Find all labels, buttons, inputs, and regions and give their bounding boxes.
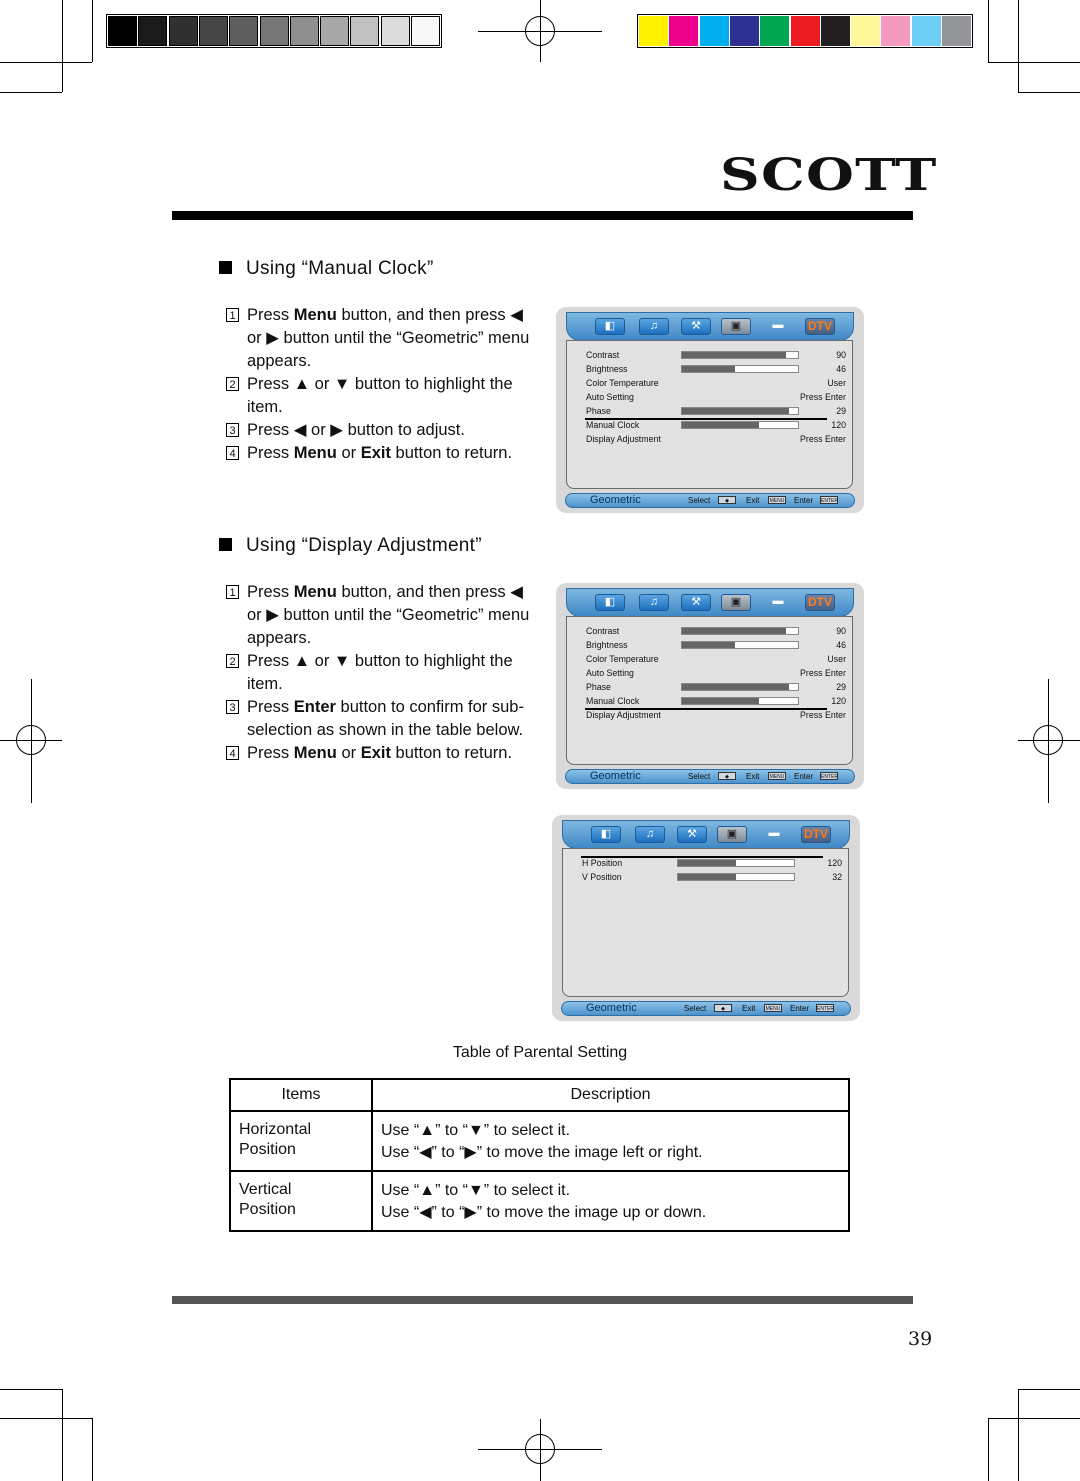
page-number: 39 bbox=[908, 1328, 933, 1350]
section-title-display-adjustment: Using “Display Adjustment” bbox=[219, 535, 482, 557]
header-items: Items bbox=[230, 1079, 372, 1111]
osd-screen bbox=[562, 848, 849, 997]
pc-icon: ▬ bbox=[772, 595, 784, 607]
key-name: Exit bbox=[360, 444, 391, 462]
step-text: button to confirm for sub-selection as shown in the table below. bbox=[247, 698, 524, 739]
osd-row-label: Color Temperature bbox=[586, 654, 659, 664]
osd-row-value: Press Enter bbox=[800, 434, 846, 444]
osd-row-label: Display Adjustment bbox=[586, 710, 661, 720]
step-item bbox=[226, 373, 531, 419]
step-item bbox=[226, 650, 531, 696]
setup-icon: ⚒ bbox=[681, 594, 711, 611]
step-text: button, and then press ◀ or ▶ button until the “Geometric” menu appears. bbox=[247, 583, 530, 647]
osd-slider bbox=[677, 859, 795, 867]
osd-row-label: Display Adjustment bbox=[586, 434, 661, 444]
picture-icon: ◧ bbox=[595, 318, 625, 335]
grayscale-color-bar bbox=[106, 0, 443, 50]
osd-slider-fill bbox=[682, 408, 789, 414]
osd-slider-fill bbox=[678, 874, 736, 880]
dtv-icon: DTV bbox=[805, 594, 835, 611]
step-text: Press ▲ or ▼ button to highlight the item. bbox=[247, 375, 513, 416]
step-text: or bbox=[336, 444, 361, 462]
osd-exit-label: Exit bbox=[746, 496, 760, 505]
osd-row-value: 46 bbox=[836, 640, 846, 650]
swatch-frame bbox=[106, 14, 442, 48]
osd-exit-label: Exit bbox=[742, 1004, 756, 1013]
step-text: Press bbox=[247, 744, 294, 762]
table-caption: Table of Parental Setting bbox=[452, 1044, 628, 1061]
step-text: Press bbox=[247, 583, 294, 601]
osd-slider bbox=[681, 365, 799, 373]
osd-row-label: Auto Setting bbox=[586, 668, 634, 678]
menu-key-icon: MENU bbox=[769, 498, 785, 504]
osd-row-label: Color Temperature bbox=[586, 378, 659, 388]
key-name: Menu bbox=[293, 306, 337, 324]
step-item bbox=[226, 696, 531, 742]
header-description: Description bbox=[372, 1079, 849, 1111]
osd-slider-fill bbox=[682, 352, 786, 358]
osd-slider-fill bbox=[682, 698, 759, 704]
step-number: 3 bbox=[226, 423, 239, 437]
item-cell: Horizontal Position bbox=[230, 1111, 372, 1171]
item-cell: Vertical Position bbox=[230, 1171, 372, 1231]
osd-slider bbox=[681, 351, 799, 359]
table-row bbox=[230, 1111, 849, 1171]
setup-icon: ⚒ bbox=[681, 318, 711, 335]
osd-panel-manual-clock bbox=[556, 307, 864, 513]
step-number: 1 bbox=[226, 308, 239, 322]
osd-row-label: Contrast bbox=[586, 626, 620, 636]
enter-key-icon: ENTER bbox=[821, 498, 838, 504]
osd-row-value: 32 bbox=[832, 872, 842, 882]
step-item bbox=[226, 442, 531, 465]
step-text: Press ◀ or ▶ button to adjust. bbox=[247, 421, 465, 439]
osd-slider bbox=[681, 407, 799, 415]
step-text: button to return. bbox=[390, 744, 513, 762]
osd-row-value: 90 bbox=[836, 626, 846, 636]
osd-slider-fill bbox=[682, 366, 735, 372]
step-item bbox=[226, 304, 531, 373]
pc-icon: ▬ bbox=[772, 319, 784, 331]
step-item bbox=[226, 581, 531, 650]
osd-footer-title: Geometric bbox=[590, 494, 641, 506]
step-item bbox=[226, 419, 531, 442]
osd-row-value: User bbox=[827, 378, 846, 388]
osd-row-label: Contrast bbox=[586, 350, 620, 360]
cmyk-color-bar bbox=[637, 0, 974, 50]
osd-slider bbox=[681, 697, 799, 705]
bullet-square-icon bbox=[219, 538, 232, 551]
swatch-frame bbox=[637, 14, 973, 48]
osd-footer bbox=[565, 769, 855, 784]
osd-slider-fill bbox=[682, 628, 786, 634]
key-name: Menu bbox=[293, 744, 337, 762]
osd-screen bbox=[566, 340, 853, 489]
description-cell: Use “▲” to “▼” to select it. Use “◀” to “▶” to move the image up or down. bbox=[372, 1171, 849, 1231]
audio-icon: ♫ bbox=[639, 594, 669, 611]
tv-icon: ▣ bbox=[717, 826, 747, 843]
key-name: Menu bbox=[293, 444, 337, 462]
step-text: Press bbox=[247, 306, 294, 324]
osd-footer bbox=[565, 493, 855, 508]
step-text: button, and then press ◀ or ▶ button until the “Geometric” menu appears. bbox=[247, 306, 530, 370]
osd-row-label: Brightness bbox=[586, 640, 628, 650]
osd-select-label: Select bbox=[684, 1004, 707, 1013]
header-rule bbox=[172, 211, 913, 220]
table-header-row bbox=[230, 1079, 849, 1111]
osd-slider bbox=[681, 421, 799, 429]
step-text: Press bbox=[247, 444, 294, 462]
osd-exit-label: Exit bbox=[746, 772, 760, 781]
enter-key-icon: ENTER bbox=[821, 774, 838, 780]
description-cell: Use “▲” to “▼” to select it. Use “◀” to “▶” to move the image left or right. bbox=[372, 1111, 849, 1171]
osd-row-value: 29 bbox=[836, 406, 846, 416]
step-text: button to return. bbox=[390, 444, 513, 462]
osd-row-value: Press Enter bbox=[800, 710, 846, 720]
key-name: Exit bbox=[360, 744, 391, 762]
dtv-icon: DTV bbox=[801, 826, 831, 843]
osd-row-label: Phase bbox=[586, 682, 611, 692]
manual-clock-steps bbox=[226, 304, 531, 465]
setup-icon: ⚒ bbox=[677, 826, 707, 843]
osd-slider-fill bbox=[682, 642, 735, 648]
bullet-square-icon bbox=[219, 261, 232, 274]
osd-slider-fill bbox=[682, 684, 789, 690]
osd-panel-position bbox=[552, 815, 860, 1021]
step-text: or bbox=[336, 744, 361, 762]
osd-slider-fill bbox=[678, 860, 736, 866]
osd-panel-display-adjustment bbox=[556, 583, 864, 789]
step-number: 4 bbox=[226, 446, 239, 460]
picture-icon: ◧ bbox=[591, 826, 621, 843]
osd-slider-fill bbox=[682, 422, 759, 428]
osd-select-label: Select bbox=[688, 496, 711, 505]
osd-slider bbox=[681, 683, 799, 691]
osd-menu-bar bbox=[566, 312, 854, 341]
osd-slider bbox=[681, 641, 799, 649]
table-row bbox=[230, 1171, 849, 1231]
display-adjustment-steps bbox=[226, 581, 531, 765]
select-arrows-icon: ◆ bbox=[718, 496, 736, 504]
tv-icon: ▣ bbox=[721, 318, 751, 335]
tv-icon: ▣ bbox=[721, 594, 751, 611]
osd-footer-title: Geometric bbox=[590, 770, 641, 782]
select-arrows-icon: ◆ bbox=[718, 772, 736, 780]
brand-logo: SCOTT bbox=[720, 150, 938, 201]
osd-row-label: V Position bbox=[582, 872, 622, 882]
osd-row-label: Brightness bbox=[586, 364, 628, 374]
section-title-manual-clock: Using “Manual Clock” bbox=[219, 258, 434, 280]
osd-row-value: 46 bbox=[836, 364, 846, 374]
step-number: 2 bbox=[226, 654, 239, 668]
osd-row-label: Auto Setting bbox=[586, 392, 634, 402]
osd-screen bbox=[566, 616, 853, 765]
osd-enter-label: Enter bbox=[794, 772, 814, 781]
osd-row-label: Phase bbox=[586, 406, 611, 416]
osd-footer-title: Geometric bbox=[586, 1002, 637, 1014]
menu-key-icon: MENU bbox=[765, 1006, 781, 1012]
key-name: Menu bbox=[293, 583, 337, 601]
step-item bbox=[226, 742, 531, 765]
dtv-icon: DTV bbox=[805, 318, 835, 335]
step-text: Press bbox=[247, 698, 294, 716]
osd-row-value: 90 bbox=[836, 350, 846, 360]
osd-row-label: Manual Clock bbox=[586, 420, 640, 430]
osd-row-label: Manual Clock bbox=[586, 696, 640, 706]
picture-icon: ◧ bbox=[595, 594, 625, 611]
enter-key-icon: ENTER bbox=[817, 1006, 834, 1012]
step-number: 2 bbox=[226, 377, 239, 391]
osd-select-label: Select bbox=[688, 772, 711, 781]
osd-row-value: Press Enter bbox=[800, 392, 846, 402]
parental-setting-table bbox=[229, 1078, 850, 1232]
footer-rule bbox=[172, 1296, 913, 1304]
audio-icon: ♫ bbox=[635, 826, 665, 843]
step-text: Press ▲ or ▼ button to highlight the item. bbox=[247, 652, 513, 693]
osd-enter-label: Enter bbox=[794, 496, 814, 505]
key-name: Enter bbox=[293, 698, 336, 716]
osd-row-value: Press Enter bbox=[800, 668, 846, 678]
osd-row-label: H Position bbox=[582, 858, 623, 868]
osd-row-value: 120 bbox=[831, 420, 846, 430]
pc-icon: ▬ bbox=[768, 827, 780, 839]
osd-row-value: 120 bbox=[831, 696, 846, 706]
osd-row-value: 29 bbox=[836, 682, 846, 692]
osd-slider bbox=[681, 627, 799, 635]
audio-icon: ♫ bbox=[639, 318, 669, 335]
osd-menu-bar bbox=[566, 588, 854, 617]
menu-key-icon: MENU bbox=[769, 774, 785, 780]
step-number: 4 bbox=[226, 746, 239, 760]
step-number: 3 bbox=[226, 700, 239, 714]
select-arrows-icon: ◆ bbox=[714, 1004, 732, 1012]
osd-enter-label: Enter bbox=[790, 1004, 810, 1013]
osd-row-value: User bbox=[827, 654, 846, 664]
osd-row-value: 120 bbox=[827, 858, 842, 868]
osd-footer bbox=[561, 1001, 851, 1016]
osd-menu-bar bbox=[562, 820, 850, 849]
step-number: 1 bbox=[226, 585, 239, 599]
osd-slider bbox=[677, 873, 795, 881]
